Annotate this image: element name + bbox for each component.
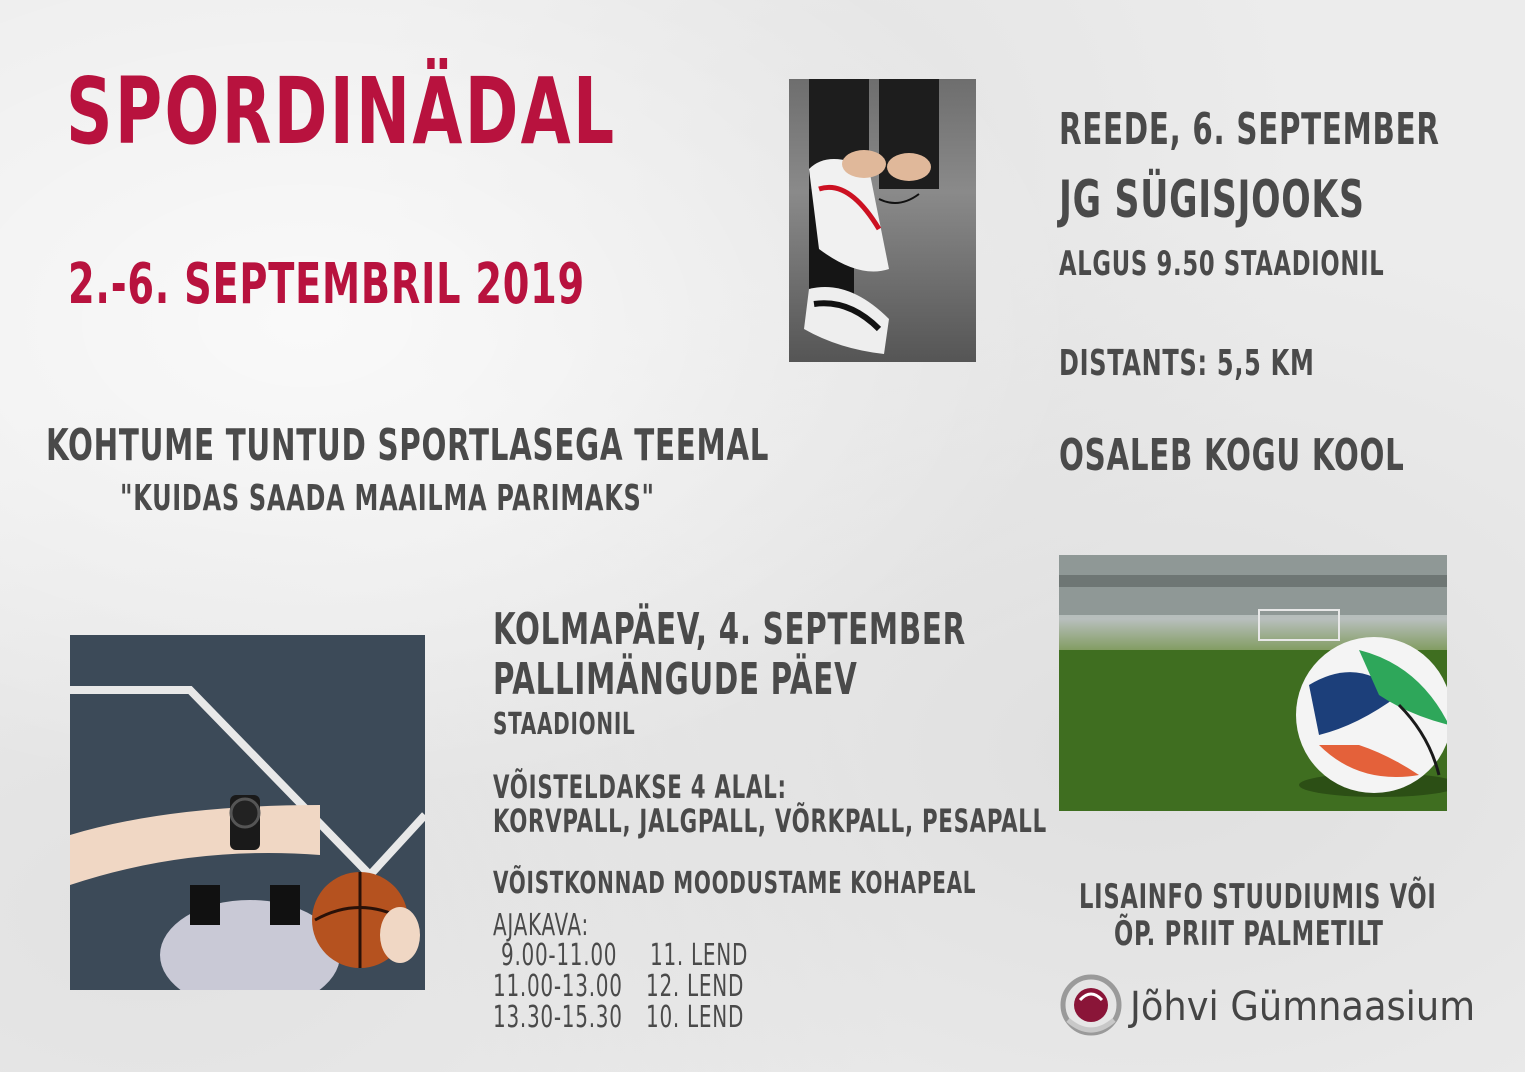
schedule-time: 9.00-11.00 — [501, 938, 618, 973]
teams-note: VÕISTKONNAD MOODUSTAME KOHAPEAL — [493, 866, 977, 901]
schedule-label: AJAKAVA: — [493, 908, 589, 943]
meeting-line-2: "KUIDAS SAADA MAAILMA PARIMAKS" — [120, 478, 655, 519]
football-field-photo — [1059, 555, 1447, 811]
schedule-group: 10. LEND — [646, 1000, 745, 1035]
info-line-1: LISAINFO STUUDIUMIS VÕI — [1079, 877, 1437, 917]
friday-distance: DISTANTS: 5,5 KM — [1059, 343, 1315, 384]
friday-event: JG SÜGISJOOKS — [1059, 170, 1365, 230]
friday-participants: OSALEB KOGU KOOL — [1059, 430, 1405, 481]
sports-label: VÕISTELDAKSE 4 ALAL: — [493, 768, 787, 806]
schedule-time: 13.30-15.30 — [493, 1000, 623, 1035]
wednesday-place: STAADIONIL — [493, 707, 636, 742]
school-logo-icon — [1060, 974, 1122, 1036]
schedule-time: 11.00-13.00 — [493, 969, 623, 1004]
poster-title: SPORDINÄDAL — [66, 58, 617, 165]
event-dates: 2.-6. SEPTEMBRIL 2019 — [68, 252, 585, 317]
info-line-2: ÕP. PRIIT PALMETILT — [1114, 914, 1384, 954]
meeting-line-1: KOHTUME TUNTUD SPORTLASEGA TEEMAL — [46, 420, 770, 471]
school-name: Jõhvi Gümnaasium — [1130, 984, 1476, 1030]
wednesday-event: PALLIMÄNGUDE PÄEV — [493, 654, 858, 705]
friday-start: ALGUS 9.50 STAADIONIL — [1059, 244, 1385, 284]
wednesday-day: KOLMAPÄEV, 4. SEPTEMBER — [493, 604, 966, 655]
friday-day: REEDE, 6. SEPTEMBER — [1059, 104, 1440, 155]
schedule-group: 12. LEND — [646, 969, 745, 1004]
shoe-lacing-photo — [789, 79, 976, 362]
sports-list: KORVPALL, JALGPALL, VÕRKPALL, PESAPALL — [493, 802, 1047, 840]
schedule-group: 11. LEND — [650, 938, 749, 973]
basketball-watch-photo — [70, 635, 425, 990]
